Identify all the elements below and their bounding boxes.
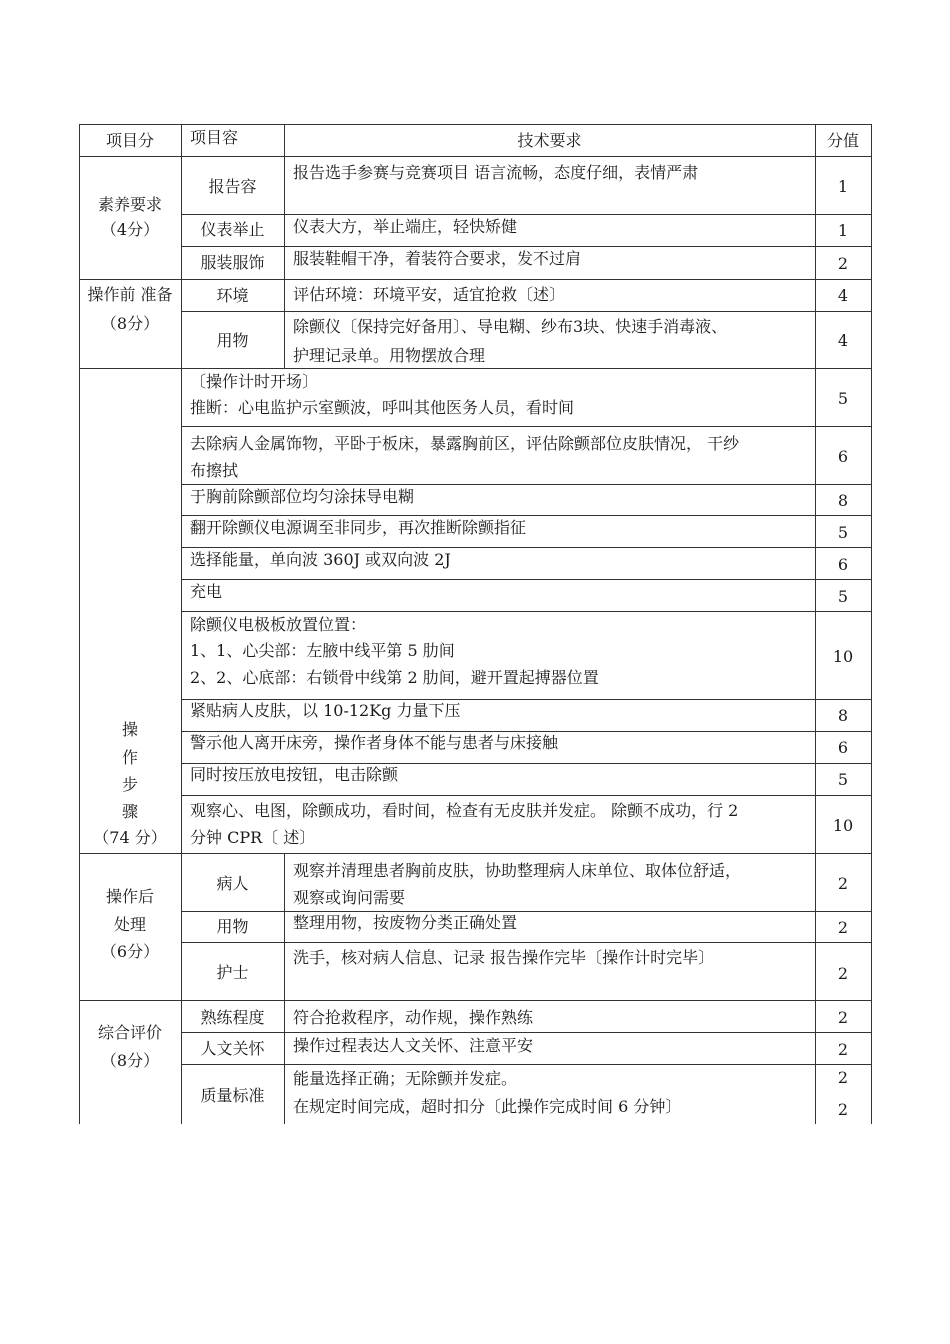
requirement-text: 同时按压放电按钮，电击除颤 xyxy=(190,765,399,784)
section-score: （6分） xyxy=(100,942,160,961)
score-value: 5 xyxy=(837,523,849,542)
section-name: 处理 xyxy=(113,915,146,934)
requirement-text: 在规定时间完成，超时扣分〔此操作完成时间 6 分钟〕 xyxy=(293,1097,682,1116)
score-value: 2 xyxy=(837,874,849,893)
section-name-char: 步 xyxy=(121,775,138,794)
requirement-text: 除颤仪电极板放置位置： xyxy=(190,615,367,634)
score-value: 5 xyxy=(837,587,849,606)
section-score: （74 分） xyxy=(93,828,167,847)
requirement-text: 警示他人离开床旁，操作者身体不能与患者与床接触 xyxy=(190,733,559,752)
score-value: 2 xyxy=(837,1008,849,1027)
score-value: 5 xyxy=(837,770,849,789)
item-label: 仪表举止 xyxy=(200,220,265,239)
item-label: 用物 xyxy=(216,917,249,936)
score-value: 1 xyxy=(837,221,849,240)
item-label: 环境 xyxy=(216,286,249,305)
requirement-text: 选择能量，单向波 360J 或双向波 2J xyxy=(190,550,451,569)
requirement-text: 布擦拭 xyxy=(190,461,239,480)
section-name: 操作后 xyxy=(105,887,154,906)
score-value: 10 xyxy=(832,647,854,666)
item-label: 服装服饰 xyxy=(200,253,265,272)
requirement-text: 〔操作计时开场〕 xyxy=(190,372,319,391)
item-label: 人文关怀 xyxy=(200,1039,265,1058)
score-value: 2 xyxy=(837,1040,849,1059)
requirement-text: 于胸前除颤部位均匀涂抹导电糊 xyxy=(190,487,415,506)
requirement-text: 报告选手参赛与竞赛项目 语言流畅，态度仔细，表情严肃 xyxy=(293,163,699,182)
section-name: 综合评价 xyxy=(97,1023,162,1042)
item-label: 熟练程度 xyxy=(200,1008,265,1027)
requirement-text: 能量选择正确；无除颤并发症。 xyxy=(293,1069,518,1088)
section-score: （8分） xyxy=(100,314,160,333)
requirement-text: 紧贴病人皮肤，以 10-12Kg 力量下压 xyxy=(190,701,461,720)
item-label: 质量标准 xyxy=(200,1086,265,1105)
score-value: 8 xyxy=(837,706,849,725)
section-name-char: 作 xyxy=(121,748,138,767)
score-value: 2 xyxy=(837,1068,849,1087)
score-value: 2 xyxy=(837,918,849,937)
header-score-value: 分值 xyxy=(826,131,859,150)
score-value: 6 xyxy=(837,555,849,574)
requirement-text: 符合抢救程序，动作规，操作熟练 xyxy=(293,1008,534,1027)
item-label: 护士 xyxy=(216,963,249,982)
score-value: 6 xyxy=(837,738,849,757)
score-value: 4 xyxy=(837,286,849,305)
requirement-text: 除颤仪〔保持完好备用〕、导电糊、纱布3块、快速手消毒液、 xyxy=(293,317,728,336)
requirement-text: 护理记录单。用物摆放合理 xyxy=(293,346,486,365)
score-value: 2 xyxy=(837,964,849,983)
section-score: （8分） xyxy=(100,1051,160,1070)
requirement-text: 2、2、心底部：右锁骨中线第 2 肋间，避开置起搏器位置 xyxy=(190,668,599,687)
section-name-char: 操 xyxy=(121,720,138,739)
header-requirements: 技术要求 xyxy=(517,131,582,150)
requirement-text: 洗手，核对病人信息、记录 报告操作完毕〔操作计时完毕〕 xyxy=(293,948,715,967)
score-value: 5 xyxy=(837,389,849,408)
requirement-text: 观察或询问需要 xyxy=(293,888,406,907)
requirement-text: 评估环境：环境平安，适宜抢救〔述〕 xyxy=(293,285,566,304)
score-value: 4 xyxy=(837,331,849,350)
score-value: 2 xyxy=(837,254,849,273)
requirement-text: 充电 xyxy=(190,582,223,601)
requirement-text: 服装鞋帽干净，着装符合要求，发不过肩 xyxy=(293,249,582,268)
section-score: （4分） xyxy=(100,220,160,239)
requirement-text: 翻开除颤仪电源调至非同步，再次推断除颤指征 xyxy=(190,518,527,537)
item-label: 用物 xyxy=(216,331,249,350)
score-value: 10 xyxy=(832,816,854,835)
section-name: 素养要求 xyxy=(97,195,162,214)
item-label: 报告容 xyxy=(208,177,257,196)
header-item-score: 项目分 xyxy=(105,131,154,150)
score-value: 6 xyxy=(837,447,849,466)
requirement-text: 观察并清理患者胸前皮肤，协助整理病人床单位、取体位舒适， xyxy=(293,861,742,880)
score-value: 1 xyxy=(837,177,849,196)
score-value: 8 xyxy=(837,491,849,510)
requirement-text: 分钟 CPR〔 述〕 xyxy=(190,828,316,847)
section-name: 操作前 准备 xyxy=(87,285,173,304)
requirement-text: 操作过程表达人文关怀、注意平安 xyxy=(293,1036,534,1055)
requirement-text: 仪表大方，举止端庄，轻快矫健 xyxy=(293,217,518,236)
score-value: 2 xyxy=(837,1100,849,1119)
requirement-text: 1、1、心尖部：左腋中线平第 5 肋间 xyxy=(190,641,455,660)
requirement-text: 去除病人金属饰物，平卧于板床，暴露胸前区，评估除颤部位皮肤情况， 干纱 xyxy=(190,434,740,453)
header-item-content: 项目容 xyxy=(190,128,239,147)
requirement-text: 整理用物，按废物分类正确处置 xyxy=(293,913,518,932)
item-label: 病人 xyxy=(216,874,249,893)
requirement-text: 推断：心电监护示室颤波，呼叫其他医务人员，看时间 xyxy=(190,398,575,417)
requirement-text: 观察心、电图，除颤成功，看时间，检查有无皮肤并发症。 除颤不成功，行 2 xyxy=(190,801,739,820)
section-name-char: 骤 xyxy=(121,802,138,821)
